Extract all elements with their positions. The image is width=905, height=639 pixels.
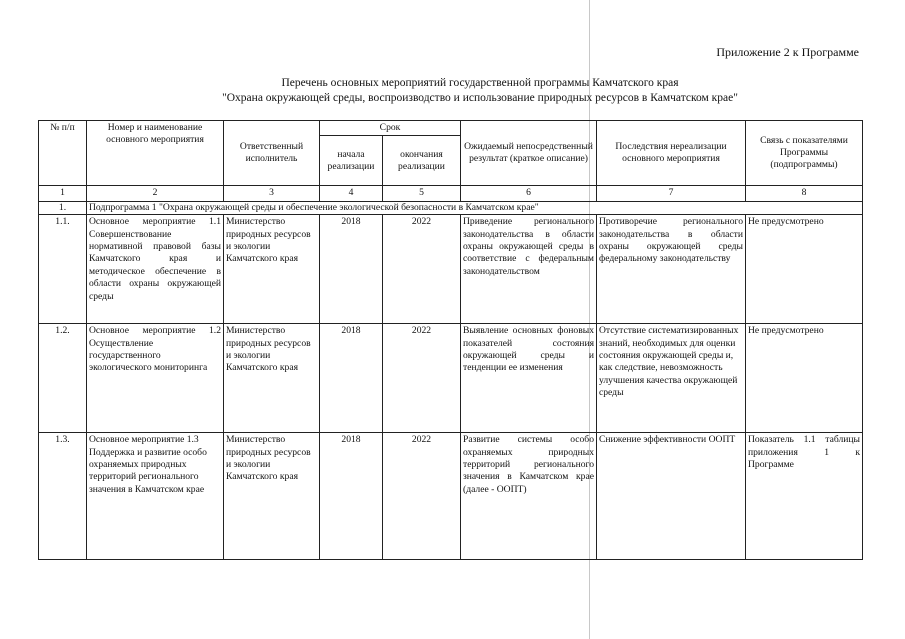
row-link: Не предусмотрено [746, 324, 863, 433]
row-name: Основное мероприятие 1.2 Осуществление государственного экологического мониторинга [87, 324, 224, 433]
row-result: Выявление основных фоновых показателей состояния окружающей среды и тенденции ее изменения [461, 324, 597, 433]
column-number: 2 [87, 186, 224, 201]
title-line-2: "Охрана окружающей среды, воспроизводство и использование природных ресурсов в Камчатском крае" [222, 92, 738, 104]
row-name: Основное мероприятие 1.1 Совершенствование нормативной правовой базы Камчатского края и методическое обеспечение в области охраны окружающей среды [87, 215, 224, 324]
row-responsible: Министерство природных ресурсов и экологии Камчатского края [224, 215, 320, 324]
row-responsible: Министерство природных ресурсов и экологии Камчатского края [224, 433, 320, 560]
row-end: 2022 [383, 324, 461, 433]
row-responsible: Министерство природных ресурсов и экологии Камчатского края [224, 324, 320, 433]
header-end: окончания реализации [383, 136, 461, 186]
row-start: 2018 [320, 215, 383, 324]
table-row [39, 215, 863, 324]
title-line-1: Перечень основных мероприятий государственной программы Камчатского края [281, 77, 679, 89]
row-num: 1.2. [39, 324, 87, 433]
row-consequence: Отсутствие систематизированных знаний, необходимых для оценки состояния окружающей среды и, как следствие, невозможность улучшения качества окружающей среды [597, 324, 746, 433]
header-name: Номер и наименование основного мероприятия [87, 121, 224, 186]
column-number: 4 [320, 186, 383, 201]
column-number: 8 [746, 186, 863, 201]
subprogram-title: Подпрограмма 1 "Охрана окружающей среды и обеспечение экологической безопасности в Камчатском крае" [87, 201, 863, 214]
column-number: 7 [597, 186, 746, 201]
row-result: Развитие системы особо охраняемых природных территорий регионального значения в Камчатском крае (далее - ООПТ) [461, 433, 597, 560]
header-link: Связь с показателями Программы (подпрограммы) [746, 121, 863, 186]
column-number: 5 [383, 186, 461, 201]
subprogram-num: 1. [39, 201, 87, 214]
row-name: Основное мероприятие 1.3 Поддержка и развитие особо охраняемых природных территорий регионального значения в Камчатском крае [87, 433, 224, 560]
row-consequence: Снижение эффективности ООПТ [597, 433, 746, 560]
column-number: 3 [224, 186, 320, 201]
header-start: начала реализации [320, 136, 383, 186]
row-link: Не предусмотрено [746, 215, 863, 324]
header-consequence: Последствия нереализации основного мероприятия [597, 121, 746, 186]
measures-table [38, 120, 863, 560]
row-start: 2018 [320, 433, 383, 560]
row-start: 2018 [320, 324, 383, 433]
row-end: 2022 [383, 215, 461, 324]
row-end: 2022 [383, 433, 461, 560]
header-result: Ожидаемый непосредственный результат (краткое описание) [461, 121, 597, 186]
subprogram-row [39, 201, 863, 214]
column-number-row [39, 186, 863, 201]
row-result: Приведение регионального законодательства в области охраны окружающей среды в соответствие с федеральным законодательством [461, 215, 597, 324]
column-number: 1 [39, 186, 87, 201]
header-responsible: Ответственный исполнитель [224, 121, 320, 186]
row-link: Показатель 1.1 таблицы приложения 1 к Программе [746, 433, 863, 560]
header-term: Срок [320, 121, 461, 136]
table-row [39, 433, 863, 560]
row-num: 1.1. [39, 215, 87, 324]
row-num: 1.3. [39, 433, 87, 560]
header-row [39, 121, 863, 136]
table-row [39, 324, 863, 433]
annex-label: Приложение 2 к Программе [716, 45, 859, 59]
header-num: № п/п [39, 121, 87, 186]
row-consequence: Противоречие регионального законодательства в области охраны окружающей среды федеральному законодательству [597, 215, 746, 324]
document-title [120, 76, 840, 106]
column-number: 6 [461, 186, 597, 201]
